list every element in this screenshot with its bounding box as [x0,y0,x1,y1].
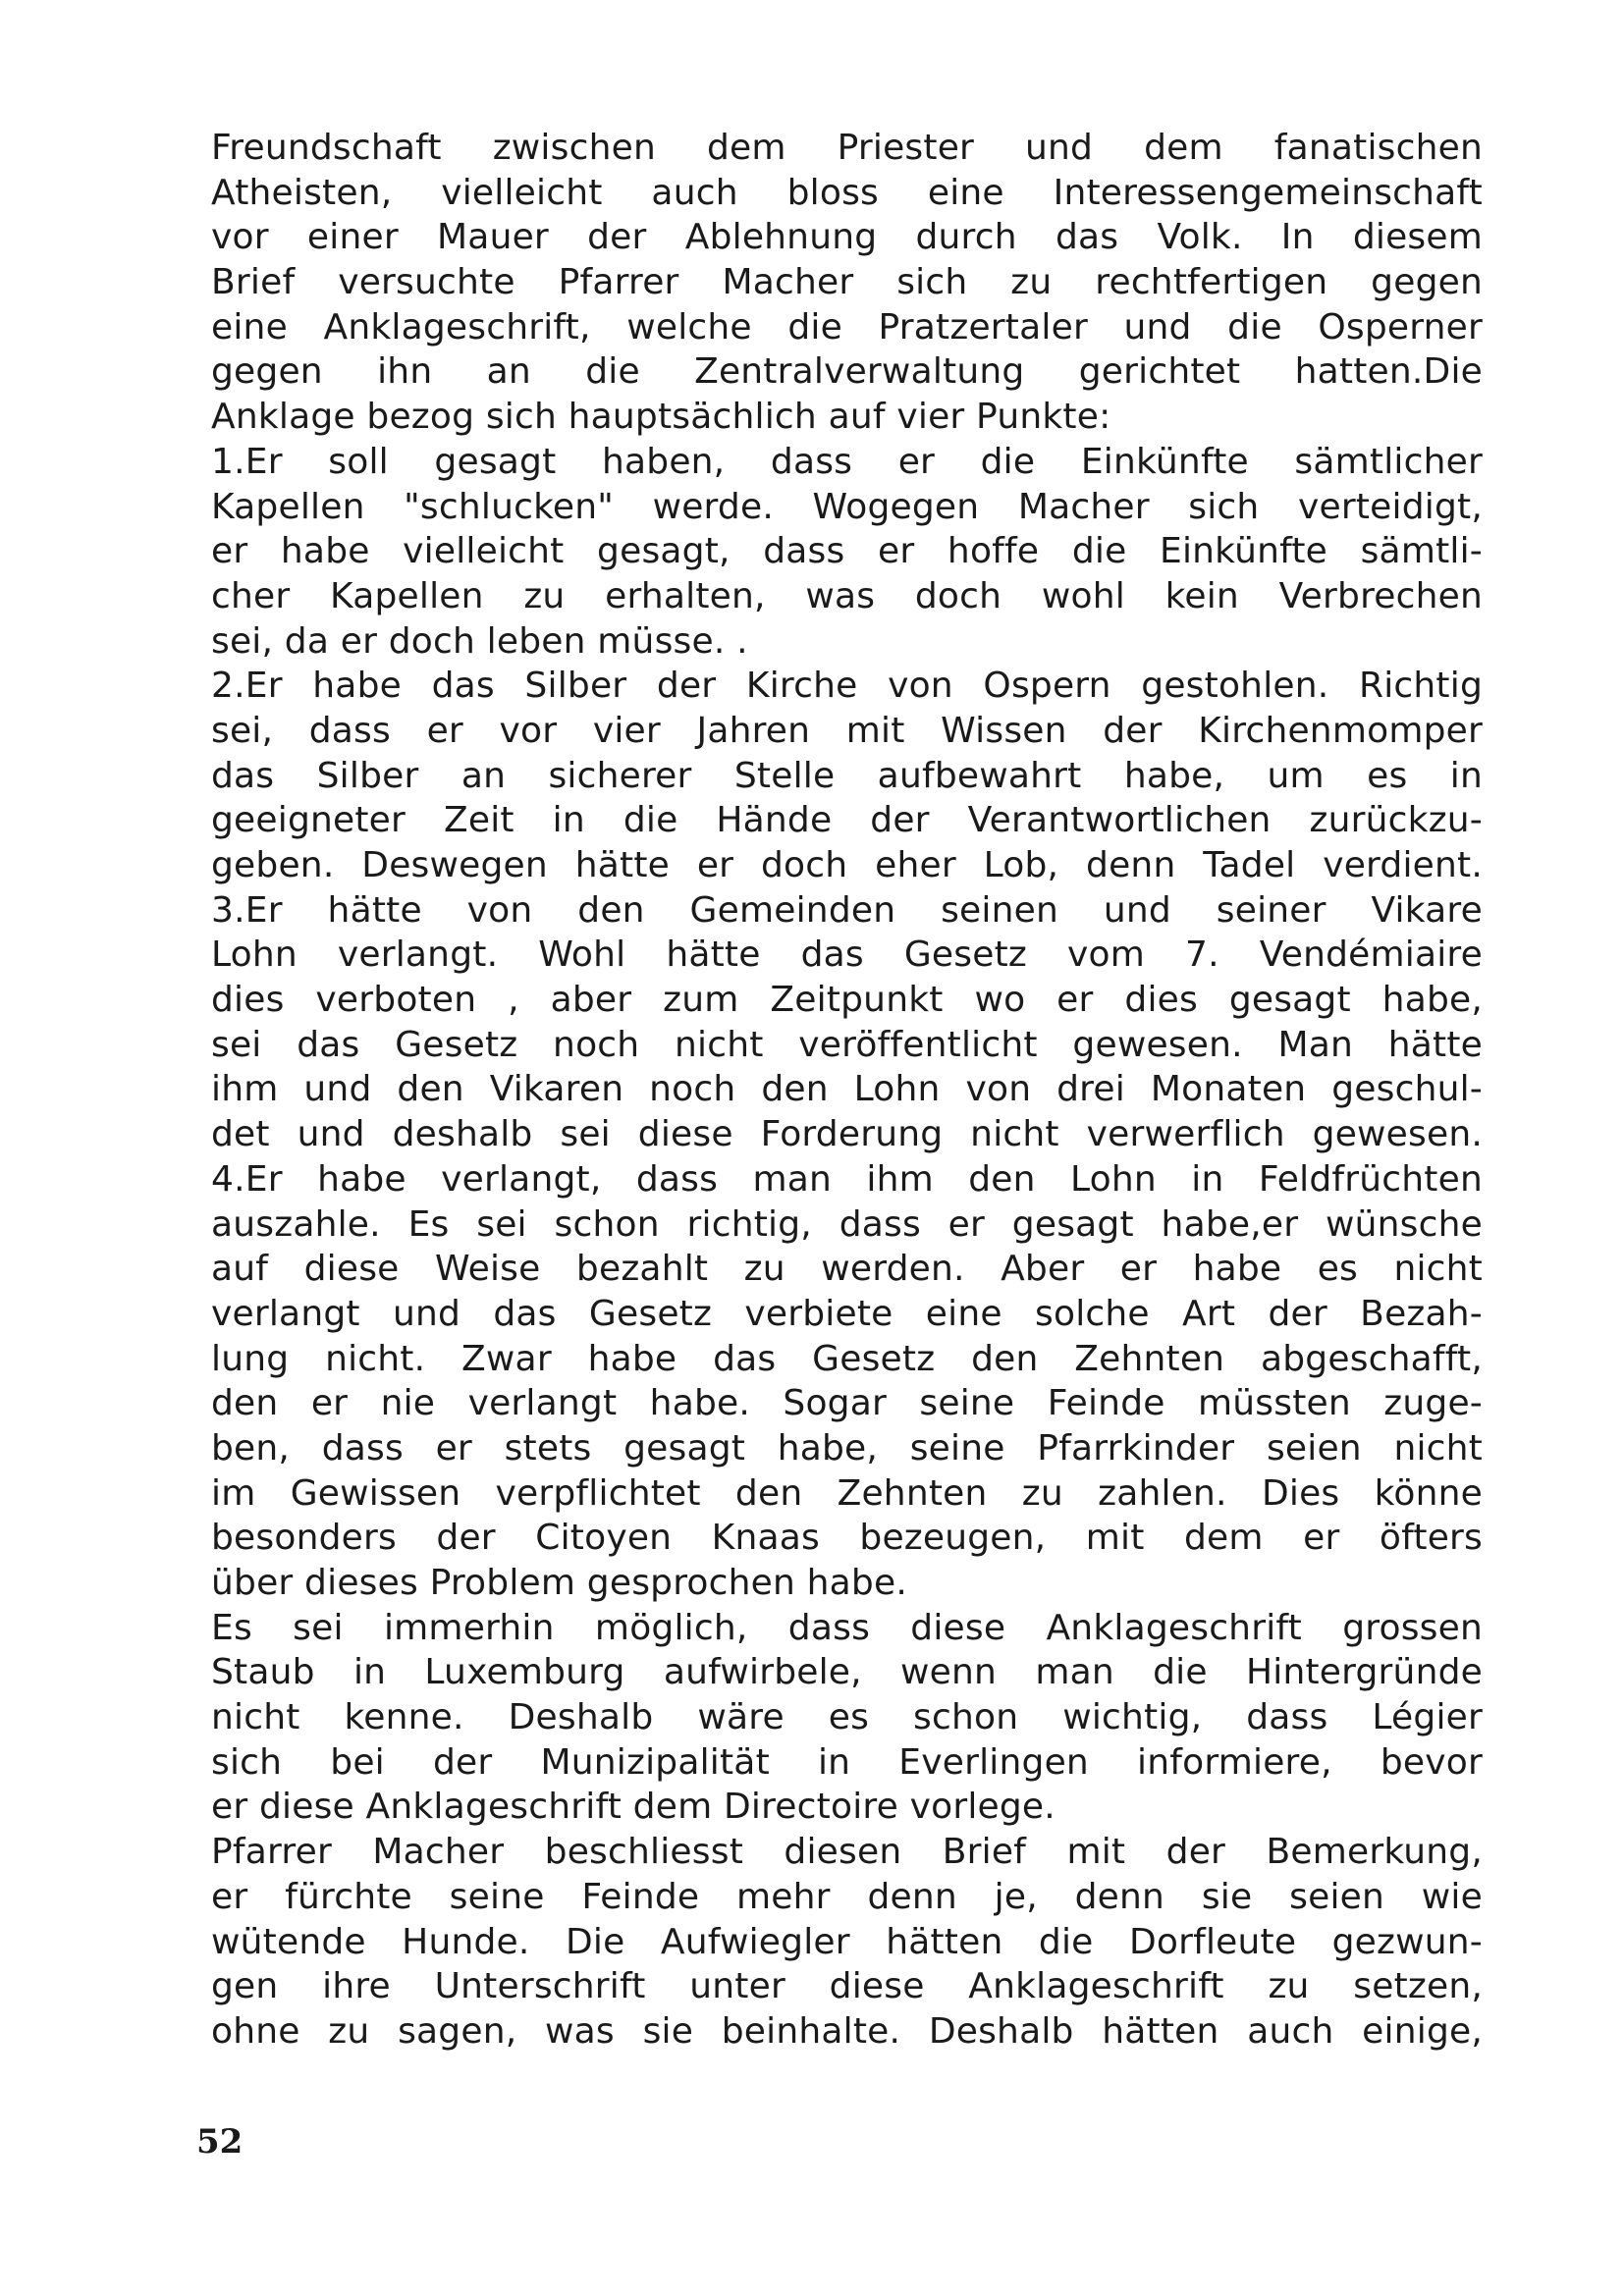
text-line: geeigneter Zeit in die Hände der Verantwortlichen zurückzu- [211,800,1483,841]
page-number: 52 [196,2122,244,2162]
text-line: sei, dass er vor vier Jahren mit Wissen der Kirchenmomper [211,710,1483,751]
text-line: auf diese Weise bezahlt zu werden. Aber er habe es nicht [211,1249,1483,1290]
text-line: Es sei immerhin möglich, dass diese Anklageschrift grossen [211,1607,1483,1648]
text-line: Freundschaft zwischen dem Priester und dem fanatischen [211,128,1483,168]
text-line: sich bei der Munizipalität in Everlingen informiere, bevor [211,1741,1483,1783]
text-line: dies verboten , aber zum Zeitpunkt wo er dies gesagt habe, [211,980,1483,1021]
text-line: er habe vielleicht gesagt, dass er hoffe die Einkünfte sämtli- [211,531,1483,572]
text-line: gegen ihn an die Zentralverwaltung gerichtet hatten.Die [211,351,1483,393]
text-line: das Silber an sicherer Stelle aufbewahrt habe, um es in [211,755,1483,796]
text-line: det und deshalb sei diese Forderung nicht verwerflich gewesen. [211,1114,1483,1155]
text-line: verlangt und das Gesetz verbiete eine solche Art der Bezah- [211,1293,1483,1334]
text-line: geben. Deswegen hätte er doch eher Lob, denn Tadel verdient. [211,845,1483,885]
text-line: im Gewissen verpflichtet den Zehnten zu zahlen. Dies könne [211,1472,1483,1514]
text-line: Kapellen "schlucken" werde. Wogegen Macher sich verteidigt, [211,486,1483,527]
text-line: cher Kapellen zu erhalten, was doch wohl kein Verbrechen [211,575,1483,616]
text-line: 3.Er hätte von den Gemeinden seinen und seiner Vikare [211,889,1483,931]
text-line: lung nicht. Zwar habe das Gesetz den Zehnten abgeschafft, [211,1338,1483,1379]
text-line: den er nie verlangt habe. Sogar seine Feinde müssten zuge- [211,1383,1483,1424]
text-line: 4.Er habe verlangt, dass man ihm den Lohn in Feldfrüchten [211,1158,1483,1200]
text-line: Staub in Luxemburg aufwirbele, wenn man die Hintergründe [211,1652,1483,1693]
text-line: 2.Er habe das Silber der Kirche von Ospern gestohlen. Richtig [211,666,1483,707]
text-line: sei, da er doch leben müsse. . [211,620,748,662]
text-line: er fürchte seine Feinde mehr denn je, denn sie seien wie [211,1876,1483,1917]
text-line: Anklage bezog sich hauptsächlich auf vier Punkte: [211,397,1111,438]
text-line: Lohn verlangt. Wohl hätte das Gesetz vom 7. Vendémiaire [211,934,1483,976]
text-line: ohne zu sagen, was sie beinhalte. Deshalb hätten auch einige, [211,2010,1483,2052]
text-line: sei das Gesetz noch nicht veröffentlicht gewesen. Man hätte [211,1024,1483,1065]
text-line: Pfarrer Macher beschliesst diesen Brief mit der Bemerkung, [211,1832,1483,1873]
text-line: ben, dass er stets gesagt habe, seine Pfarrkinder seien nicht [211,1427,1483,1468]
text-line: auszahle. Es sei schon richtig, dass er gesagt habe,er wünsche [211,1203,1483,1245]
text-line: nicht kenne. Deshalb wäre es schon wichtig, dass Légier [211,1697,1483,1738]
text-line: Atheisten, vielleicht auch bloss eine Interessengemeinschaft [211,172,1483,213]
text-line: 1.Er soll gesagt haben, dass er die Einkünfte sämtlicher [211,441,1483,482]
text-line: über dieses Problem gesprochen habe. [211,1563,907,1603]
text-line: Brief versuchte Pfarrer Macher sich zu rechtfertigen gegen [211,262,1483,303]
text-line: er diese Anklageschrift dem Directoire vorlege. [211,1787,1056,1828]
text-line: ihm und den Vikaren noch den Lohn von drei Monaten geschul- [211,1069,1483,1110]
text-line: vor einer Mauer der Ablehnung durch das Volk. In diesem [211,217,1483,258]
text-line: besonders der Citoyen Knaas bezeugen, mit dem er öfters [211,1518,1483,1559]
body-text [211,126,1483,2055]
text-line: gen ihre Unterschrift unter diese Anklageschrift zu setzen, [211,1966,1483,2007]
text-line: eine Anklageschrift, welche die Pratzertaler und die Osperner [211,306,1483,347]
text-line: wütende Hunde. Die Aufwiegler hätten die Dorfleute gezwun- [211,1921,1483,1962]
